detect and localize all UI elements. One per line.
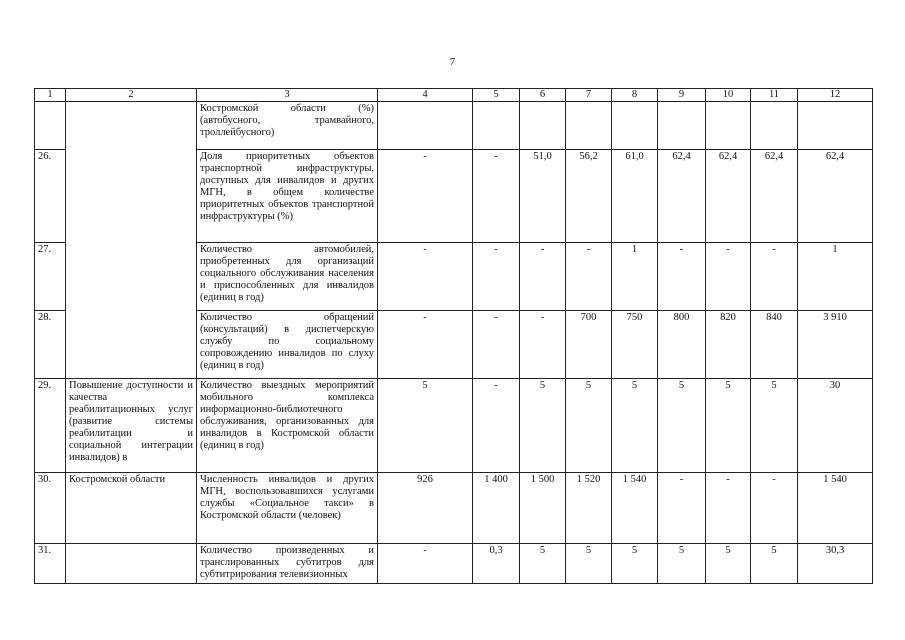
indicators-table <box>34 88 873 584</box>
value-cell: 5 <box>751 544 798 584</box>
value-cell: 5 <box>706 544 751 584</box>
value-cell: 1 400 <box>473 473 520 544</box>
row-number: 30. <box>35 473 66 544</box>
value-cell: 56,2 <box>566 150 612 243</box>
value-cell <box>658 102 706 150</box>
value-cell: 62,4 <box>798 150 873 243</box>
value-cell: 1 <box>612 243 658 311</box>
value-cell: 0,3 <box>473 544 520 584</box>
goal-cell-empty <box>66 102 197 379</box>
value-cell: - <box>751 243 798 311</box>
row-number: 27. <box>35 243 66 311</box>
value-cell: - <box>378 243 473 311</box>
goal-cell-empty <box>66 544 197 584</box>
page-number: 7 <box>449 56 456 68</box>
value-cell: - <box>378 544 473 584</box>
value-cell: 840 <box>751 311 798 379</box>
value-cell <box>706 102 751 150</box>
value-cell: 51,0 <box>520 150 566 243</box>
value-cell: 30,3 <box>798 544 873 584</box>
value-cell: 926 <box>378 473 473 544</box>
value-cell: 1 520 <box>566 473 612 544</box>
value-cell: 5 <box>751 379 798 473</box>
header-cell: 2 <box>66 89 197 102</box>
header-cell: 3 <box>197 89 378 102</box>
value-cell: 5 <box>706 379 751 473</box>
value-cell: 5 <box>566 379 612 473</box>
row-number: 26. <box>35 150 66 243</box>
indicator-cell: Доля приоритетных объектов транспортной инфраструктуры, доступных для инвалидов и других МГН, в общем количестве приоритетных объектов транспортной инфраструктуры (%) <box>197 150 378 243</box>
value-cell: 5 <box>612 379 658 473</box>
value-cell: - <box>520 311 566 379</box>
value-cell: 5 <box>520 544 566 584</box>
value-cell: 5 <box>658 544 706 584</box>
value-cell: 5 <box>612 544 658 584</box>
value-cell: 30 <box>798 379 873 473</box>
header-cell: 8 <box>612 89 658 102</box>
value-cell: 1 540 <box>612 473 658 544</box>
value-cell: - <box>658 473 706 544</box>
value-cell: - <box>473 311 520 379</box>
value-cell: - <box>566 243 612 311</box>
value-cell <box>612 102 658 150</box>
value-cell: - <box>658 243 706 311</box>
value-cell <box>520 102 566 150</box>
value-cell: 5 <box>520 379 566 473</box>
value-cell: 61,0 <box>612 150 658 243</box>
table-row <box>35 544 873 584</box>
value-cell: 5 <box>566 544 612 584</box>
table-row <box>35 379 873 473</box>
value-cell <box>566 102 612 150</box>
value-cell: 5 <box>378 379 473 473</box>
value-cell <box>751 102 798 150</box>
value-cell: 3 910 <box>798 311 873 379</box>
header-cell: 5 <box>473 89 520 102</box>
value-cell: - <box>378 311 473 379</box>
header-cell: 1 <box>35 89 66 102</box>
goal-text: Повышение доступности и качества реабилитационных услуг (развитие системы реабилитации и социальной интеграции инвалидов) в <box>66 379 197 473</box>
value-cell: 1 <box>798 243 873 311</box>
value-cell: - <box>473 243 520 311</box>
header-cell: 7 <box>566 89 612 102</box>
value-cell: 1 540 <box>798 473 873 544</box>
value-cell: - <box>378 150 473 243</box>
header-cell: 10 <box>706 89 751 102</box>
value-cell: - <box>706 243 751 311</box>
value-cell: - <box>473 150 520 243</box>
value-cell: - <box>706 473 751 544</box>
header-cell: 11 <box>751 89 798 102</box>
value-cell <box>473 102 520 150</box>
value-cell: 5 <box>658 379 706 473</box>
row-number: 29. <box>35 379 66 473</box>
row-number <box>35 102 66 150</box>
value-cell: 62,4 <box>751 150 798 243</box>
header-cell: 4 <box>378 89 473 102</box>
header-cell: 12 <box>798 89 873 102</box>
header-cell: 6 <box>520 89 566 102</box>
value-cell: 62,4 <box>658 150 706 243</box>
indicator-cell: Количество обращений (консультаций) в диспетчерскую службу по социальному сопровождению инвалидов по слуху (единиц в год) <box>197 311 378 379</box>
indicator-cell: Костромской области (%) (автобусного, трамвайного, троллейбусного) <box>197 102 378 150</box>
table-row <box>35 473 873 544</box>
value-cell: 1 500 <box>520 473 566 544</box>
indicator-cell: Численность инвалидов и других МГН, воспользовавшихся услугами службы «Социальное такси» в Костромской области (человек) <box>197 473 378 544</box>
indicator-cell: Количество выездных мероприятий мобильного комплекса информационно-библиотечного обслуживания, организованных для инвалидов в Костромской области (единиц в год) <box>197 379 378 473</box>
value-cell <box>798 102 873 150</box>
goal-text-continued: Костромской области <box>66 473 197 544</box>
value-cell: 62,4 <box>706 150 751 243</box>
row-number: 28. <box>35 311 66 379</box>
indicator-cell: Количество автомобилей, приобретенных для организаций социального обслуживания населения и приспособленных для инвалидов (единиц в год) <box>197 243 378 311</box>
value-cell: 800 <box>658 311 706 379</box>
row-number: 31. <box>35 544 66 584</box>
value-cell <box>378 102 473 150</box>
header-row <box>35 89 873 102</box>
value-cell: - <box>520 243 566 311</box>
value-cell: 820 <box>706 311 751 379</box>
value-cell: 700 <box>566 311 612 379</box>
value-cell: - <box>473 379 520 473</box>
value-cell: - <box>751 473 798 544</box>
value-cell: 750 <box>612 311 658 379</box>
indicator-cell: Количество произведенных и транслированных субтитров для субтитрирования телевизионных <box>197 544 378 584</box>
table-row <box>35 102 873 150</box>
header-cell: 9 <box>658 89 706 102</box>
